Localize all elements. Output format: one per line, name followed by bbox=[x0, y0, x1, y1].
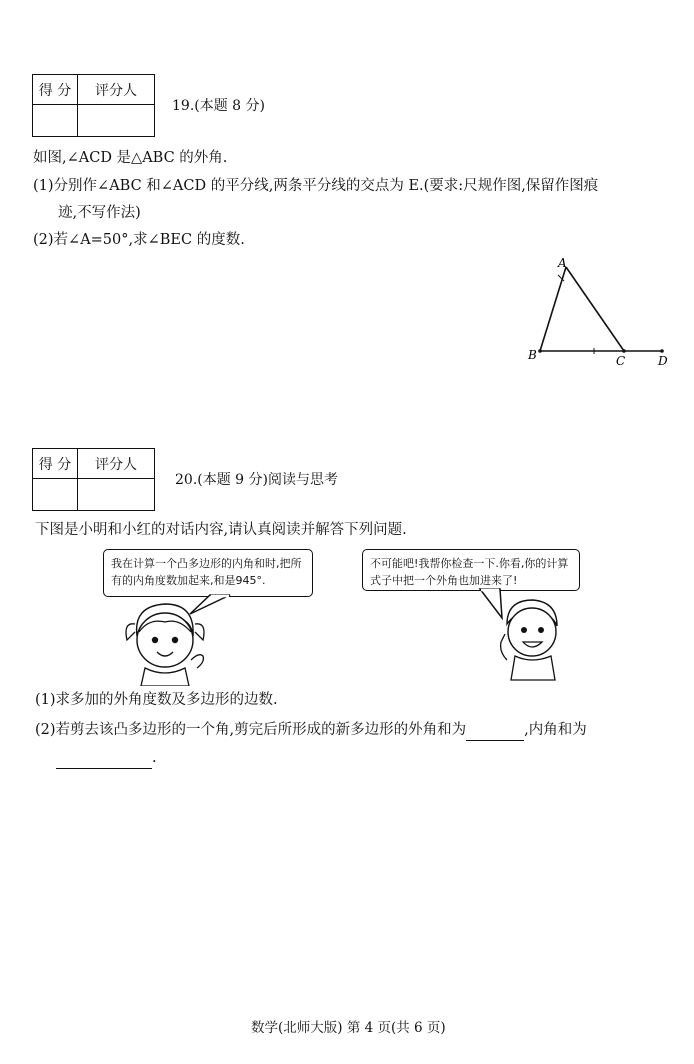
q19-part1-line1: (1)分别作∠ABC 和∠ACD 的平分线,两条平分线的交点为 E.(要求:尺规作图,保留作图痕 bbox=[33, 178, 599, 194]
grader-header: 评分人 bbox=[78, 75, 155, 105]
boy-illustration-icon bbox=[493, 594, 568, 684]
q20-part2-text-b: ,内角和为 bbox=[524, 722, 587, 738]
speech-bubble-right: 不可能吧!我帮你检查一下.你看,你的计算式子中把一个外角也加进来了! bbox=[362, 549, 580, 591]
q19-part2: (2)若∠A=50°,求∠BEC 的度数. bbox=[33, 232, 245, 248]
label-d: D bbox=[658, 354, 668, 368]
page-footer: 数学(北师大版) 第 4 页(共 6 页) bbox=[251, 1020, 446, 1036]
score-table-q19 bbox=[32, 74, 155, 137]
label-b: B bbox=[528, 348, 537, 362]
score-header: 得 分 bbox=[33, 449, 78, 479]
score-table-q20 bbox=[32, 448, 155, 511]
q20-header: 20.(本题 9 分)阅读与思考 bbox=[175, 472, 338, 488]
q20-part1: (1)求多加的外角度数及多边形的边数. bbox=[35, 692, 278, 708]
speech-bubble-left: 我在计算一个凸多边形的内角和时,把所有的内角度数加起来,和是945°. bbox=[103, 549, 313, 597]
girl-illustration-icon bbox=[115, 596, 215, 686]
score-cell[interactable] bbox=[33, 479, 78, 511]
grader-cell[interactable] bbox=[78, 105, 155, 137]
q20-intro: 下图是小明和小红的对话内容,请认真阅读并解答下列问题. bbox=[35, 522, 407, 538]
triangle-figure bbox=[520, 255, 670, 370]
q20-part2-line1 bbox=[35, 720, 587, 741]
answer-blank-exterior-sum[interactable] bbox=[466, 720, 524, 741]
grader-cell[interactable] bbox=[78, 479, 155, 511]
q20-part2-end: . bbox=[152, 750, 157, 766]
q19-header: 19.(本题 8 分) bbox=[172, 98, 265, 114]
label-c: C bbox=[616, 354, 626, 368]
q20-part2-line2 bbox=[56, 748, 157, 769]
answer-blank-interior-sum[interactable] bbox=[56, 748, 152, 769]
grader-header: 评分人 bbox=[78, 449, 155, 479]
label-a: A bbox=[558, 256, 567, 270]
score-header: 得 分 bbox=[33, 75, 78, 105]
q19-intro: 如图,∠ACD 是△ABC 的外角. bbox=[33, 150, 228, 166]
q20-part2-text-a: (2)若剪去该凸多边形的一个角,剪完后所形成的新多边形的外角和为 bbox=[35, 722, 467, 738]
score-cell[interactable] bbox=[33, 105, 78, 137]
q19-part1-line2: 迹,不写作法) bbox=[58, 205, 141, 221]
